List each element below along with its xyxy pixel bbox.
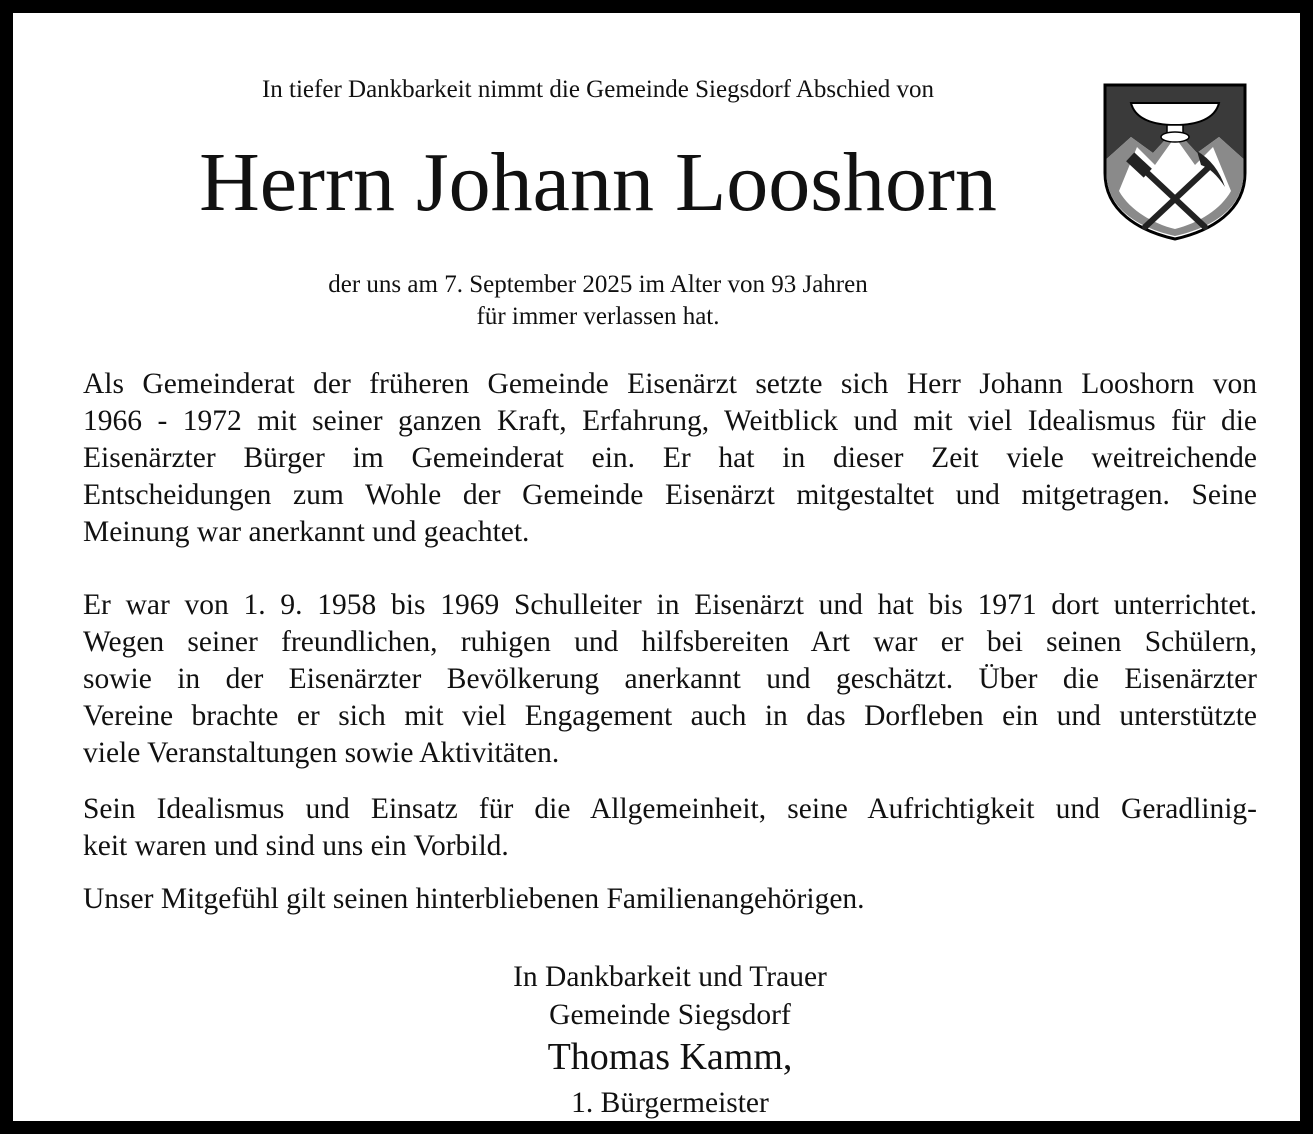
text-line: Wegen seiner freundlichen, ruhigen und hilfsbereiten Art war er bei seinen Schülern, bbox=[83, 626, 1257, 658]
text-line: sowie in der Eisenärzter Bevölkerung anerkannt und geschätzt. Über die Eisenärzter bbox=[83, 663, 1257, 695]
text-line: Vereine brachte er sich mit viel Engagement auch in das Dorfleben ein und unterstützte bbox=[83, 700, 1257, 732]
text-line: 1966 - 1972 mit seiner ganzen Kraft, Erfahrung, Weitblick und mit viel Idealismus für die bbox=[83, 405, 1257, 437]
passing-line-1: der uns am 7. September 2025 im Alter von 93 Jahren bbox=[328, 271, 868, 298]
text-line: Eisenärzter Bürger im Gemeinderat ein. Er hat in dieser Zeit viele weitreichende bbox=[83, 442, 1257, 474]
text-line: Er war von 1. 9. 1958 bis 1969 Schulleiter in Eisenärzt und hat bis 1971 dort unterrichtet. bbox=[83, 589, 1257, 621]
signer bbox=[313, 1034, 1027, 1126]
intro-line: In tiefer Dankbarkeit nimmt die Gemeinde Siegsdorf Abschied von bbox=[261, 76, 935, 103]
text-line: keit waren und sind uns ein Vorbild. bbox=[83, 830, 509, 862]
text-line: Meinung war anerkannt und geachtet. bbox=[83, 516, 530, 548]
deceased-name: Herrn Johann Looshorn bbox=[199, 136, 997, 229]
paragraph-school bbox=[83, 587, 1257, 772]
passing-statement bbox=[193, 269, 1003, 333]
closing-signature bbox=[313, 958, 1027, 1126]
closing-line-1: In Dankbarkeit und Trauer bbox=[513, 961, 827, 993]
text-line: Als Gemeinderat der früheren Gemeinde Eisenärzt setzte sich Herr Johann Looshorn von bbox=[83, 368, 1257, 400]
paragraph-condolence bbox=[83, 881, 1257, 918]
signer-role: 1. Bürgermeister bbox=[571, 1087, 769, 1119]
signer-name: Thomas Kamm, bbox=[547, 1036, 793, 1078]
text-line: Sein Idealismus und Einsatz für die Allgemeinheit, seine Aufrichtigkeit und Geradlinig- bbox=[83, 793, 1257, 825]
paragraph-role-model bbox=[83, 791, 1257, 865]
coat-of-arms-icon bbox=[1101, 81, 1249, 241]
paragraph-council bbox=[83, 366, 1257, 551]
text-line: Entscheidungen zum Wohle der Gemeinde Eisenärzt mitgestaltet und mitgetragen. Seine bbox=[83, 479, 1257, 511]
passing-line-2: für immer verlassen hat. bbox=[476, 303, 720, 330]
closing-line-2: Gemeinde Siegsdorf bbox=[549, 999, 791, 1031]
text-line: viele Veranstaltungen sowie Aktivitäten. bbox=[83, 737, 560, 769]
text-line: Unser Mitgefühl gilt seinen hinterbliebenen Familienangehörigen. bbox=[83, 883, 865, 915]
